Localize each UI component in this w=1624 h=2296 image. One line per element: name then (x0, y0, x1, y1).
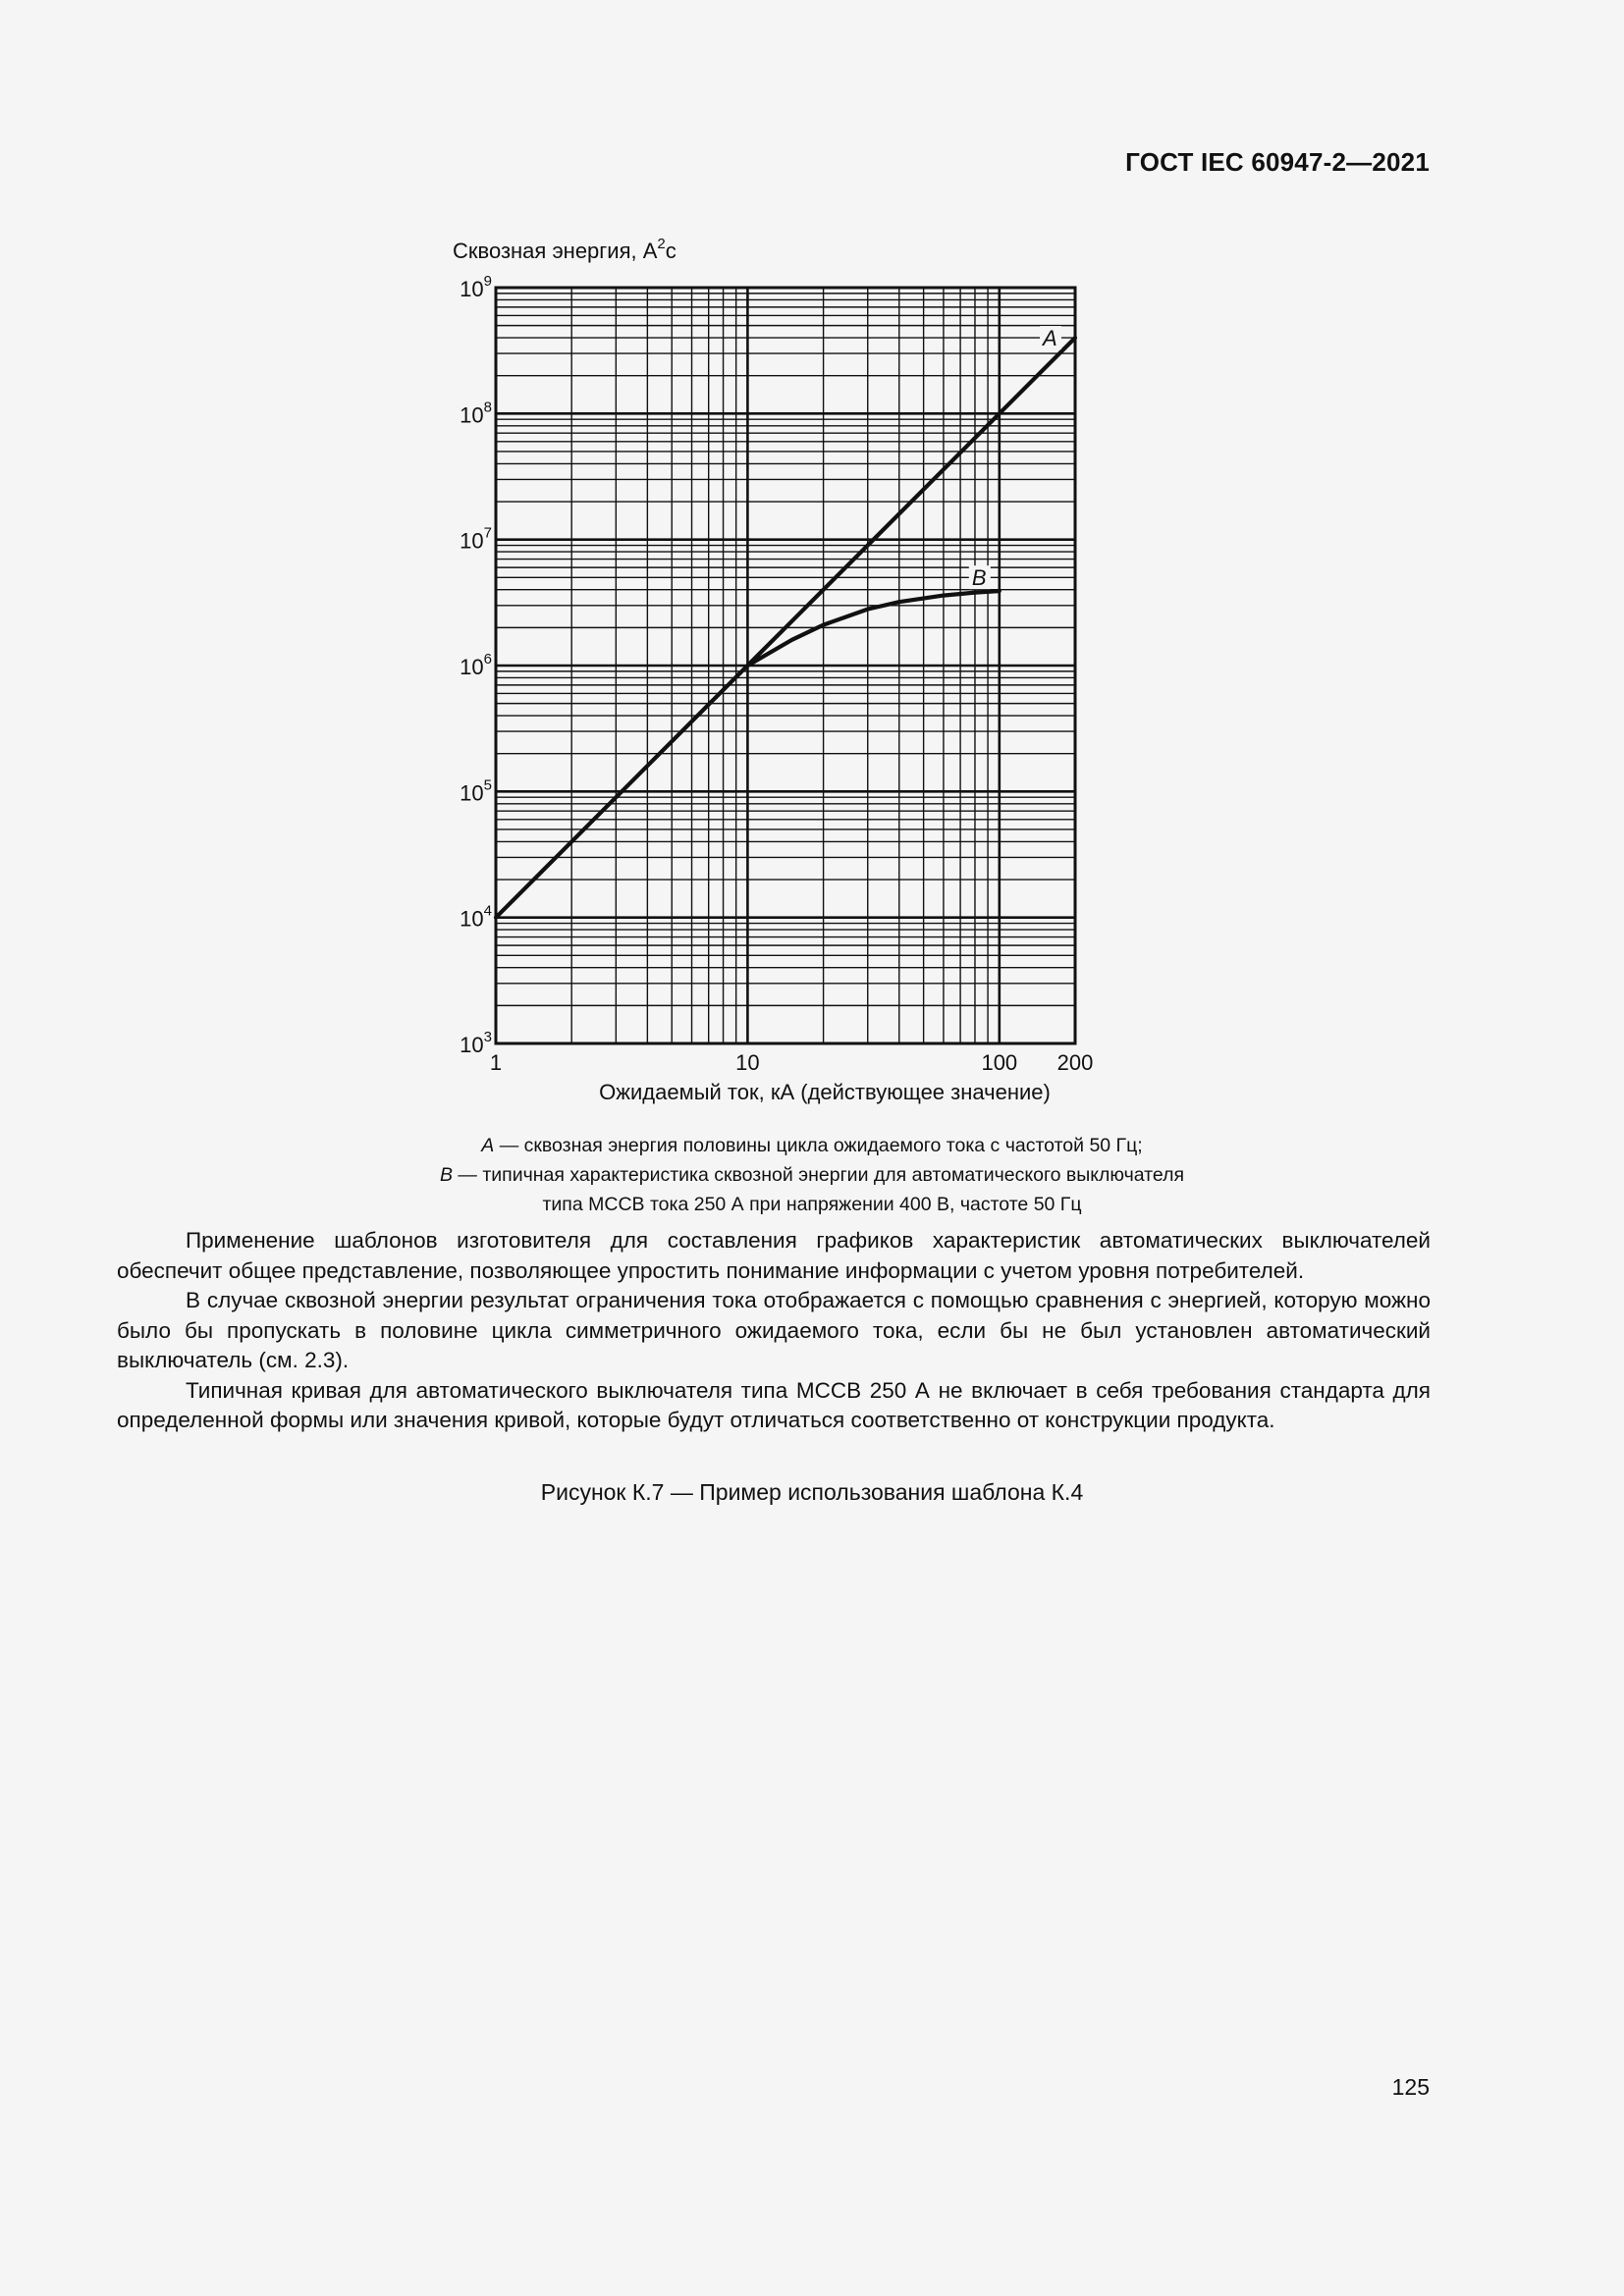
legend-text-a: — сквозная энергия половины цикла ожидаемого тока с частотой 50 Гц; (494, 1135, 1143, 1156)
legend-line-a (0, 1131, 1624, 1160)
x-tick-label: 10 (735, 1050, 760, 1075)
paragraph-1: Применение шаблонов изготовителя для составления графиков характеристик автоматических выключателей обеспечит общее представление, позволяющее упростить понимание информации с учетом уровня потребителей. (117, 1228, 1431, 1283)
series-label-a: A (1043, 326, 1057, 351)
x-tick-label: 200 (1056, 1050, 1094, 1075)
paragraph-2: В случае сквозной энергии результат ограничения тока отображается с помощью сравнения с энергией, которую можно было бы пропускать в половине цикла симметричного ожидаемого тока, если бы не был установлен автоматический выключатель (см. 2.3). (117, 1288, 1431, 1372)
body-text (117, 1226, 1431, 1436)
grid (496, 288, 1075, 1043)
y-tick-label: $10^3$ (460, 1029, 492, 1057)
paragraph-3: Типичная кривая для автоматического выключателя типа МССВ 250 А не включает в себя требования стандарта для определенной формы или значения кривой, которые будут отличаться соответственно от конструкции продукта. (117, 1377, 1431, 1432)
x-axis-title: Ожидаемый ток, кА (действующее значение) (599, 1080, 1051, 1104)
y-tick-label: $10^8$ (460, 399, 492, 428)
y-tick-label: $10^6$ (460, 651, 492, 679)
y-tick-label: $10^4$ (460, 902, 492, 932)
figure-caption: Рисунок К.7 — Пример использования шаблона К.4 (540, 1479, 1084, 1505)
legend-line-b-cont: типа МССВ тока 250 А при напряжении 400 В, частоте 50 Гц (542, 1194, 1082, 1215)
page-number: 125 (1391, 2074, 1430, 2100)
let-through-energy-chart (432, 221, 1119, 1104)
y-tick-label: $10^9$ (460, 273, 492, 301)
legend-key-a: А (481, 1135, 495, 1156)
x-tick-label: 1 (489, 1050, 503, 1075)
legend-text-b: — типичная характеристика сквозной энергии для автоматического выключателя (452, 1164, 1185, 1186)
chart-legend (0, 1131, 1624, 1219)
legend-line-b (0, 1160, 1624, 1190)
legend-key-b: В (439, 1164, 453, 1186)
y-axis-title: Сквозная энергия, $А^2с$ (453, 236, 677, 263)
document-id: ГОСТ IEC 60947-2—2021 (1125, 147, 1430, 177)
series-label-b: B (971, 565, 987, 591)
chart-container (432, 221, 1119, 1104)
y-tick-label: $10^7$ (460, 524, 492, 554)
y-tick-label: $10^5$ (460, 776, 492, 806)
x-tick-label: 100 (981, 1050, 1018, 1075)
